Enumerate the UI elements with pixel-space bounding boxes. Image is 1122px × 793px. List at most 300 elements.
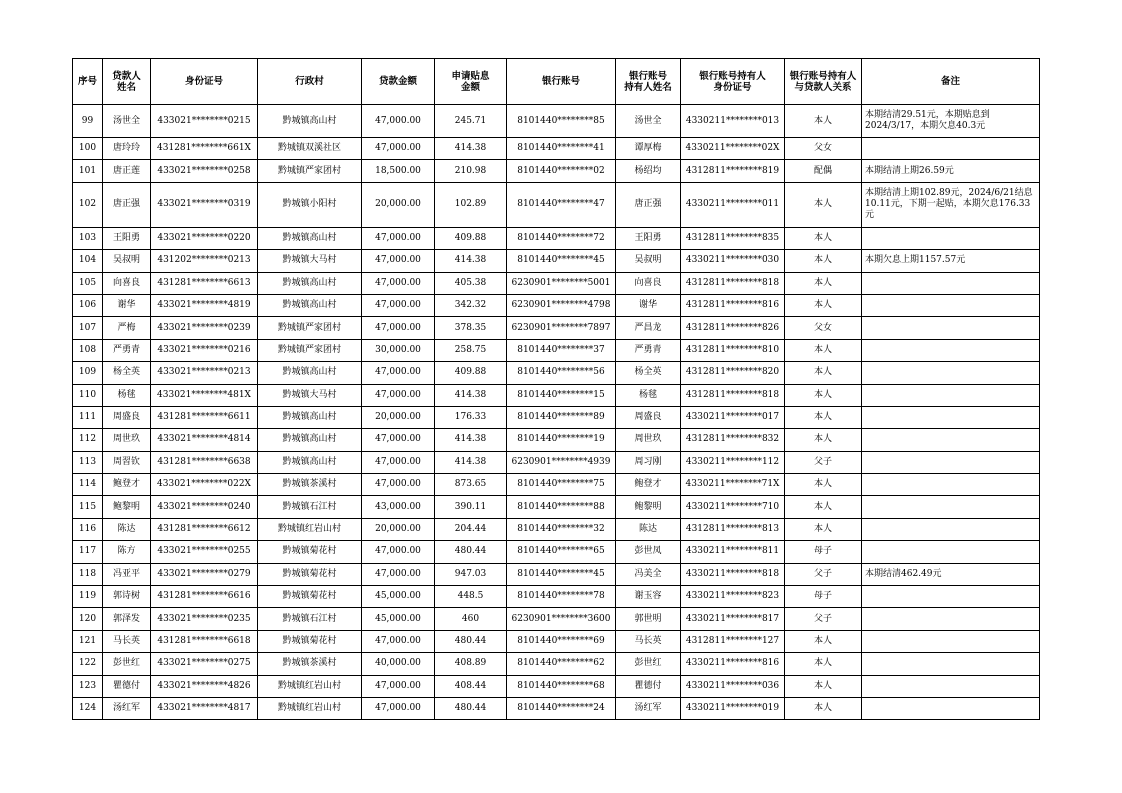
- table-row: [73, 105, 1040, 138]
- cell-holder-id: 4330211********112: [681, 451, 785, 473]
- cell-holder-id: 4312811********810: [681, 339, 785, 361]
- cell-village: 黔城镇茶溪村: [258, 474, 362, 496]
- cell-id-number: 433021********0258: [151, 160, 258, 182]
- cell-account-holder: 向喜良: [616, 272, 681, 294]
- cell-borrower-name: 严勇青: [103, 339, 151, 361]
- cell-remarks: [862, 227, 1040, 249]
- cell-bank-account: 8101440********56: [507, 362, 616, 384]
- cell-village: 黔城镇高山村: [258, 294, 362, 316]
- cell-loan-amount: 47,000.00: [362, 362, 435, 384]
- cell-village: 黔城镇严家团村: [258, 339, 362, 361]
- cell-loan-amount: 47,000.00: [362, 474, 435, 496]
- table-row: [73, 227, 1040, 249]
- cell-bank-account: 8101440********68: [507, 675, 616, 697]
- cell-relation: 本人: [785, 697, 862, 719]
- cell-account-holder: 王阳勇: [616, 227, 681, 249]
- cell-row-number: 100: [73, 138, 103, 160]
- cell-account-holder: 谭厚梅: [616, 138, 681, 160]
- col-header-village: 行政村: [258, 59, 362, 105]
- cell-remarks: [862, 608, 1040, 630]
- cell-loan-amount: 47,000.00: [362, 138, 435, 160]
- cell-subsidy-amount: 448.5: [435, 586, 507, 608]
- cell-remarks: [862, 339, 1040, 361]
- cell-remarks: 本期结清上期26.59元: [862, 160, 1040, 182]
- cell-relation: 本人: [785, 339, 862, 361]
- cell-id-number: 433021********0279: [151, 563, 258, 585]
- cell-row-number: 111: [73, 406, 103, 428]
- cell-holder-id: 4312811********819: [681, 160, 785, 182]
- cell-id-number: 433021********4819: [151, 294, 258, 316]
- cell-row-number: 119: [73, 586, 103, 608]
- cell-relation: 配偶: [785, 160, 862, 182]
- cell-borrower-name: 彭世红: [103, 653, 151, 675]
- cell-account-holder: 彭世凤: [616, 541, 681, 563]
- table-row: [73, 675, 1040, 697]
- cell-relation: 本人: [785, 105, 862, 138]
- cell-village: 黔城镇高山村: [258, 362, 362, 384]
- table-row: [73, 362, 1040, 384]
- cell-loan-amount: 47,000.00: [362, 272, 435, 294]
- cell-id-number: 433021********4817: [151, 697, 258, 719]
- col-header-subsidy-amount: 申请贴息 金额: [435, 59, 507, 105]
- cell-loan-amount: 47,000.00: [362, 675, 435, 697]
- cell-remarks: [862, 317, 1040, 339]
- cell-id-number: 433021********481X: [151, 384, 258, 406]
- table-row: [73, 653, 1040, 675]
- cell-loan-amount: 20,000.00: [362, 406, 435, 428]
- cell-holder-id: 4330211********811: [681, 541, 785, 563]
- cell-holder-id: 4330211********710: [681, 496, 785, 518]
- cell-bank-account: 8101440********85: [507, 105, 616, 138]
- cell-loan-amount: 45,000.00: [362, 608, 435, 630]
- cell-village: 黔城镇菊花村: [258, 586, 362, 608]
- col-header-account-holder: 银行账号 持有人姓名: [616, 59, 681, 105]
- cell-row-number: 102: [73, 182, 103, 227]
- table-row: [73, 496, 1040, 518]
- cell-relation: 本人: [785, 630, 862, 652]
- cell-village: 黔城镇严家团村: [258, 160, 362, 182]
- table-row: [73, 138, 1040, 160]
- cell-loan-amount: 20,000.00: [362, 518, 435, 540]
- table-row: [73, 182, 1040, 227]
- cell-bank-account: 8101440********37: [507, 339, 616, 361]
- cell-loan-amount: 43,000.00: [362, 496, 435, 518]
- cell-account-holder: 鲍登才: [616, 474, 681, 496]
- cell-borrower-name: 马长英: [103, 630, 151, 652]
- cell-subsidy-amount: 873.65: [435, 474, 507, 496]
- cell-holder-id: 4330211********036: [681, 675, 785, 697]
- table-row: [73, 250, 1040, 272]
- cell-bank-account: 8101440********41: [507, 138, 616, 160]
- cell-account-holder: 马长英: [616, 630, 681, 652]
- cell-loan-amount: 47,000.00: [362, 384, 435, 406]
- cell-holder-id: 4330211********817: [681, 608, 785, 630]
- cell-relation: 本人: [785, 272, 862, 294]
- cell-remarks: 本期结清29.51元，本期贴息到2024/3/17，本期欠息40.3元: [862, 105, 1040, 138]
- cell-subsidy-amount: 390.11: [435, 496, 507, 518]
- cell-village: 黔城镇石江村: [258, 496, 362, 518]
- cell-holder-id: 4330211********816: [681, 653, 785, 675]
- cell-row-number: 123: [73, 675, 103, 697]
- cell-borrower-name: 周世玖: [103, 429, 151, 451]
- cell-subsidy-amount: 258.75: [435, 339, 507, 361]
- table-row: [73, 630, 1040, 652]
- col-header-remarks: 备注: [862, 59, 1040, 105]
- cell-bank-account: 8101440********19: [507, 429, 616, 451]
- cell-id-number: 431281********6616: [151, 586, 258, 608]
- cell-id-number: 433021********0319: [151, 182, 258, 227]
- cell-bank-account: 8101440********15: [507, 384, 616, 406]
- cell-holder-id: 4312811********816: [681, 294, 785, 316]
- cell-relation: 本人: [785, 496, 862, 518]
- cell-village: 黔城镇严家团村: [258, 317, 362, 339]
- cell-bank-account: 6230901********3600: [507, 608, 616, 630]
- cell-relation: 本人: [785, 227, 862, 249]
- cell-id-number: 431281********6613: [151, 272, 258, 294]
- loan-subsidy-table: [72, 58, 1040, 720]
- cell-remarks: [862, 697, 1040, 719]
- cell-id-number: 431281********6612: [151, 518, 258, 540]
- table-body: [73, 105, 1040, 720]
- cell-account-holder: 鲍黎明: [616, 496, 681, 518]
- cell-remarks: [862, 496, 1040, 518]
- cell-borrower-name: 谢华: [103, 294, 151, 316]
- cell-account-holder: 吴叔明: [616, 250, 681, 272]
- cell-account-holder: 汤世全: [616, 105, 681, 138]
- cell-borrower-name: 鲍登才: [103, 474, 151, 496]
- cell-holder-id: 4330211********71X: [681, 474, 785, 496]
- cell-row-number: 115: [73, 496, 103, 518]
- cell-borrower-name: 周習钦: [103, 451, 151, 473]
- table-row: [73, 563, 1040, 585]
- cell-relation: 本人: [785, 294, 862, 316]
- cell-subsidy-amount: 409.88: [435, 227, 507, 249]
- cell-bank-account: 8101440********65: [507, 541, 616, 563]
- cell-account-holder: 周盛良: [616, 406, 681, 428]
- table-row: [73, 384, 1040, 406]
- cell-remarks: 本期欠息上期1157.57元: [862, 250, 1040, 272]
- cell-loan-amount: 47,000.00: [362, 451, 435, 473]
- cell-holder-id: 4312811********818: [681, 272, 785, 294]
- cell-borrower-name: 唐正强: [103, 182, 151, 227]
- cell-relation: 父女: [785, 317, 862, 339]
- table-row: [73, 586, 1040, 608]
- cell-village: 黔城镇大马村: [258, 384, 362, 406]
- cell-subsidy-amount: 210.98: [435, 160, 507, 182]
- cell-remarks: [862, 675, 1040, 697]
- col-header-bank-account: 银行账号: [507, 59, 616, 105]
- table-row: [73, 474, 1040, 496]
- cell-row-number: 114: [73, 474, 103, 496]
- cell-village: 黔城镇双溪社区: [258, 138, 362, 160]
- cell-holder-id: 4312811********832: [681, 429, 785, 451]
- cell-remarks: [862, 406, 1040, 428]
- table-row: [73, 317, 1040, 339]
- cell-subsidy-amount: 414.38: [435, 451, 507, 473]
- table-row: [73, 160, 1040, 182]
- cell-relation: 父女: [785, 138, 862, 160]
- cell-id-number: 431281********6638: [151, 451, 258, 473]
- cell-row-number: 99: [73, 105, 103, 138]
- cell-subsidy-amount: 480.44: [435, 630, 507, 652]
- table-row: [73, 541, 1040, 563]
- cell-remarks: 本期结清上期102.89元，2024/6/21结息10.11元，下期一起贴，本期欠息176.33元: [862, 182, 1040, 227]
- table-row: [73, 697, 1040, 719]
- cell-village: 黔城镇菊花村: [258, 563, 362, 585]
- table-row: [73, 608, 1040, 630]
- cell-borrower-name: 瞿德付: [103, 675, 151, 697]
- cell-borrower-name: 冯亚平: [103, 563, 151, 585]
- cell-relation: 本人: [785, 675, 862, 697]
- cell-account-holder: 杨绍均: [616, 160, 681, 182]
- cell-loan-amount: 47,000.00: [362, 541, 435, 563]
- cell-borrower-name: 汤红军: [103, 697, 151, 719]
- col-header-loan-amount: 贷款金额: [362, 59, 435, 105]
- cell-borrower-name: 鲍黎明: [103, 496, 151, 518]
- cell-row-number: 117: [73, 541, 103, 563]
- cell-remarks: [862, 474, 1040, 496]
- table-row: [73, 272, 1040, 294]
- cell-village: 黔城镇石江村: [258, 608, 362, 630]
- cell-holder-id: 4312811********835: [681, 227, 785, 249]
- cell-loan-amount: 47,000.00: [362, 294, 435, 316]
- cell-holder-id: 4330211********011: [681, 182, 785, 227]
- cell-id-number: 431202********0213: [151, 250, 258, 272]
- cell-remarks: [862, 272, 1040, 294]
- cell-account-holder: 彭世红: [616, 653, 681, 675]
- cell-loan-amount: 47,000.00: [362, 105, 435, 138]
- cell-row-number: 101: [73, 160, 103, 182]
- cell-holder-id: 4312811********127: [681, 630, 785, 652]
- cell-bank-account: 8101440********78: [507, 586, 616, 608]
- col-header-id-number: 身份证号: [151, 59, 258, 105]
- cell-remarks: 本期结清462.49元: [862, 563, 1040, 585]
- cell-holder-id: 4330211********013: [681, 105, 785, 138]
- cell-holder-id: 4312811********818: [681, 384, 785, 406]
- cell-subsidy-amount: 204.44: [435, 518, 507, 540]
- cell-row-number: 124: [73, 697, 103, 719]
- cell-remarks: [862, 451, 1040, 473]
- cell-borrower-name: 陈达: [103, 518, 151, 540]
- cell-row-number: 122: [73, 653, 103, 675]
- cell-loan-amount: 30,000.00: [362, 339, 435, 361]
- cell-id-number: 433021********0255: [151, 541, 258, 563]
- cell-row-number: 108: [73, 339, 103, 361]
- cell-village: 黔城镇茶溪村: [258, 653, 362, 675]
- cell-remarks: [862, 630, 1040, 652]
- cell-subsidy-amount: 480.44: [435, 541, 507, 563]
- cell-village: 黔城镇高山村: [258, 105, 362, 138]
- cell-holder-id: 4312811********813: [681, 518, 785, 540]
- cell-relation: 父子: [785, 563, 862, 585]
- col-header-borrower-name: 贷款人 姓名: [103, 59, 151, 105]
- cell-remarks: [862, 518, 1040, 540]
- cell-subsidy-amount: 405.38: [435, 272, 507, 294]
- cell-id-number: 433021********4826: [151, 675, 258, 697]
- cell-bank-account: 6230901********4798: [507, 294, 616, 316]
- cell-loan-amount: 47,000.00: [362, 429, 435, 451]
- cell-relation: 母子: [785, 541, 862, 563]
- cell-loan-amount: 18,500.00: [362, 160, 435, 182]
- cell-bank-account: 6230901********4939: [507, 451, 616, 473]
- cell-loan-amount: 40,000.00: [362, 653, 435, 675]
- cell-subsidy-amount: 408.89: [435, 653, 507, 675]
- cell-id-number: 431281********661X: [151, 138, 258, 160]
- cell-row-number: 104: [73, 250, 103, 272]
- cell-relation: 本人: [785, 474, 862, 496]
- cell-remarks: [862, 653, 1040, 675]
- cell-relation: 父子: [785, 608, 862, 630]
- cell-row-number: 112: [73, 429, 103, 451]
- cell-remarks: [862, 138, 1040, 160]
- cell-remarks: [862, 541, 1040, 563]
- cell-borrower-name: 郭诗树: [103, 586, 151, 608]
- cell-bank-account: 8101440********02: [507, 160, 616, 182]
- cell-borrower-name: 杨毬: [103, 384, 151, 406]
- cell-relation: 本人: [785, 250, 862, 272]
- cell-bank-account: 8101440********47: [507, 182, 616, 227]
- cell-village: 黔城镇大马村: [258, 250, 362, 272]
- cell-borrower-name: 向喜良: [103, 272, 151, 294]
- cell-loan-amount: 47,000.00: [362, 630, 435, 652]
- cell-loan-amount: 47,000.00: [362, 250, 435, 272]
- cell-subsidy-amount: 414.38: [435, 429, 507, 451]
- cell-account-holder: 汤红军: [616, 697, 681, 719]
- cell-account-holder: 严勇青: [616, 339, 681, 361]
- cell-relation: 本人: [785, 653, 862, 675]
- cell-subsidy-amount: 947.03: [435, 563, 507, 585]
- cell-remarks: [862, 294, 1040, 316]
- cell-account-holder: 瞿德付: [616, 675, 681, 697]
- cell-row-number: 118: [73, 563, 103, 585]
- cell-relation: 本人: [785, 406, 862, 428]
- table-row: [73, 339, 1040, 361]
- cell-village: 黔城镇高山村: [258, 272, 362, 294]
- cell-subsidy-amount: 176.33: [435, 406, 507, 428]
- cell-row-number: 113: [73, 451, 103, 473]
- cell-subsidy-amount: 342.32: [435, 294, 507, 316]
- table-row: [73, 294, 1040, 316]
- cell-village: 黔城镇高山村: [258, 429, 362, 451]
- cell-remarks: [862, 362, 1040, 384]
- cell-row-number: 121: [73, 630, 103, 652]
- cell-holder-id: 4330211********818: [681, 563, 785, 585]
- cell-id-number: 433021********0239: [151, 317, 258, 339]
- cell-row-number: 116: [73, 518, 103, 540]
- cell-bank-account: 8101440********45: [507, 250, 616, 272]
- col-header-no: 序号: [73, 59, 103, 105]
- cell-account-holder: 郭世明: [616, 608, 681, 630]
- cell-village: 黔城镇高山村: [258, 406, 362, 428]
- cell-village: 黔城镇菊花村: [258, 541, 362, 563]
- cell-subsidy-amount: 409.88: [435, 362, 507, 384]
- cell-relation: 本人: [785, 182, 862, 227]
- cell-borrower-name: 杨全英: [103, 362, 151, 384]
- cell-bank-account: 8101440********62: [507, 653, 616, 675]
- cell-subsidy-amount: 378.35: [435, 317, 507, 339]
- table-header-row: [73, 59, 1040, 105]
- cell-id-number: 433021********0213: [151, 362, 258, 384]
- cell-bank-account: 8101440********89: [507, 406, 616, 428]
- col-header-holder-id: 银行账号持有人 身份证号: [681, 59, 785, 105]
- cell-village: 黔城镇菊花村: [258, 630, 362, 652]
- cell-borrower-name: 吴叔明: [103, 250, 151, 272]
- cell-village: 黔城镇红岩山村: [258, 675, 362, 697]
- table-row: [73, 406, 1040, 428]
- cell-bank-account: 8101440********45: [507, 563, 616, 585]
- cell-id-number: 433021********0215: [151, 105, 258, 138]
- cell-bank-account: 8101440********24: [507, 697, 616, 719]
- cell-account-holder: 谢华: [616, 294, 681, 316]
- cell-borrower-name: 陈方: [103, 541, 151, 563]
- cell-row-number: 109: [73, 362, 103, 384]
- cell-loan-amount: 47,000.00: [362, 317, 435, 339]
- table-row: [73, 518, 1040, 540]
- cell-village: 黔城镇小阳村: [258, 182, 362, 227]
- cell-account-holder: 冯美全: [616, 563, 681, 585]
- cell-account-holder: 杨全英: [616, 362, 681, 384]
- cell-loan-amount: 47,000.00: [362, 227, 435, 249]
- cell-subsidy-amount: 408.44: [435, 675, 507, 697]
- cell-bank-account: 6230901********7897: [507, 317, 616, 339]
- col-header-relation: 银行账号持有人 与贷款人关系: [785, 59, 862, 105]
- cell-borrower-name: 王阳勇: [103, 227, 151, 249]
- cell-account-holder: 杨毬: [616, 384, 681, 406]
- cell-village: 黔城镇红岩山村: [258, 697, 362, 719]
- cell-id-number: 431281********6618: [151, 630, 258, 652]
- cell-relation: 父子: [785, 451, 862, 473]
- cell-holder-id: 4330211********030: [681, 250, 785, 272]
- cell-holder-id: 4330211********017: [681, 406, 785, 428]
- cell-holder-id: 4330211********823: [681, 586, 785, 608]
- cell-remarks: [862, 384, 1040, 406]
- cell-loan-amount: 47,000.00: [362, 697, 435, 719]
- cell-loan-amount: 47,000.00: [362, 563, 435, 585]
- cell-village: 黔城镇高山村: [258, 451, 362, 473]
- cell-id-number: 433021********0220: [151, 227, 258, 249]
- cell-relation: 本人: [785, 362, 862, 384]
- cell-relation: 母子: [785, 586, 862, 608]
- cell-row-number: 107: [73, 317, 103, 339]
- cell-bank-account: 8101440********75: [507, 474, 616, 496]
- cell-account-holder: 谢玉容: [616, 586, 681, 608]
- cell-row-number: 110: [73, 384, 103, 406]
- cell-borrower-name: 唐正莲: [103, 160, 151, 182]
- cell-borrower-name: 郭泽发: [103, 608, 151, 630]
- cell-account-holder: 陈达: [616, 518, 681, 540]
- cell-relation: 本人: [785, 384, 862, 406]
- cell-holder-id: 4330211********02X: [681, 138, 785, 160]
- cell-account-holder: 严昌龙: [616, 317, 681, 339]
- cell-holder-id: 4312811********820: [681, 362, 785, 384]
- cell-row-number: 120: [73, 608, 103, 630]
- cell-remarks: [862, 586, 1040, 608]
- cell-bank-account: 6230901********5001: [507, 272, 616, 294]
- cell-village: 黔城镇高山村: [258, 227, 362, 249]
- cell-subsidy-amount: 414.38: [435, 250, 507, 272]
- cell-borrower-name: 汤世全: [103, 105, 151, 138]
- cell-account-holder: 周习刚: [616, 451, 681, 473]
- cell-account-holder: 周世玖: [616, 429, 681, 451]
- cell-bank-account: 8101440********88: [507, 496, 616, 518]
- cell-holder-id: 4312811********826: [681, 317, 785, 339]
- cell-borrower-name: 唐玲玲: [103, 138, 151, 160]
- table-row: [73, 429, 1040, 451]
- cell-id-number: 433021********0216: [151, 339, 258, 361]
- cell-borrower-name: 严梅: [103, 317, 151, 339]
- cell-id-number: 433021********0275: [151, 653, 258, 675]
- cell-village: 黔城镇红岩山村: [258, 518, 362, 540]
